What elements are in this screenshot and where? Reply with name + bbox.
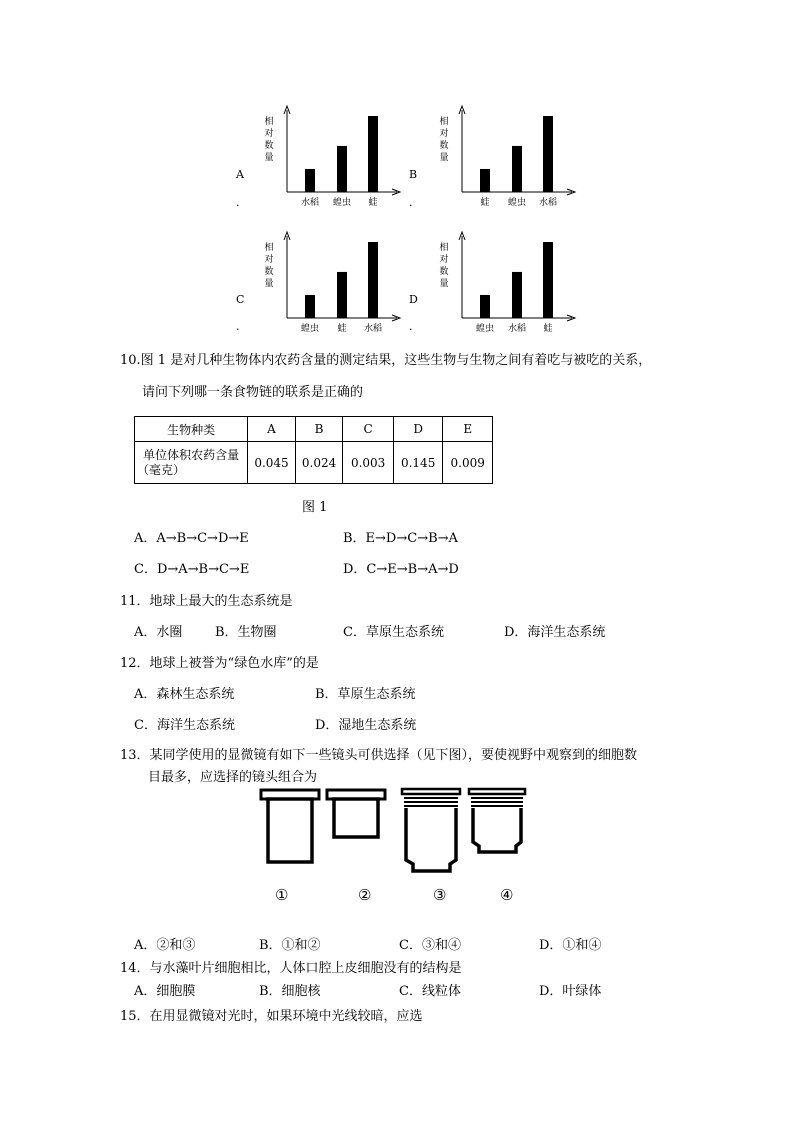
x-tick-label: 蝗虫 — [475, 324, 495, 334]
table-cell: 0.009 — [443, 442, 493, 484]
q14-option-d[interactable]: D．叶绿体 — [539, 984, 602, 999]
chart-c — [255, 226, 405, 338]
q10-stem-line1: 10.图 1 是对几种生物体内农药含量的测定结果，这些生物与生物之间有着吃与被吃的关系， — [120, 353, 652, 368]
table-cell: 0.003 — [343, 442, 394, 484]
x-tick-label: 水稻 — [300, 198, 320, 208]
chart-c-letter: C — [236, 293, 245, 306]
chart-b-dot: . — [409, 196, 413, 209]
bar — [512, 146, 522, 192]
y-axis-label-char: 数 — [264, 267, 274, 277]
q13-option-b[interactable]: B．①和② — [259, 938, 321, 953]
table-header-cell: D — [393, 417, 443, 442]
q12-option-b[interactable]: B．草原生态系统 — [315, 687, 416, 702]
chart-a — [255, 100, 405, 212]
q13-stem-line1: 13．某同学使用的显微镜有如下一些镜头可供选择（见下图），要使视野中观察到的细胞数 — [120, 748, 638, 763]
table-row-label — [135, 442, 248, 484]
q14-stem: 14．与水藻叶片细胞相比，人体口腔上皮细胞没有的结构是 — [120, 961, 462, 976]
q11-option-a[interactable]: A．水圈 — [134, 625, 183, 640]
table-header-cell: 生物种类 — [135, 417, 248, 442]
y-axis-label-char: 量 — [264, 153, 274, 163]
y-axis-label-char: 数 — [439, 267, 449, 277]
lens-label-3: ③ — [433, 886, 447, 904]
figure-caption: 图 1 — [302, 500, 328, 515]
y-axis-label-char: 对 — [439, 255, 449, 265]
y-axis-label-char: 量 — [439, 153, 449, 163]
q10-stem-line2: 请问下列哪一条食物链的联系是正确的 — [142, 385, 364, 400]
bar — [543, 242, 553, 318]
x-tick-label: 蛙 — [337, 324, 347, 334]
chart-c-dot: . — [236, 320, 240, 333]
bar — [543, 116, 553, 192]
chart-b-letter: B — [409, 168, 418, 181]
x-tick-label: 蛙 — [543, 324, 553, 334]
q13-option-c[interactable]: C．③和④ — [399, 938, 461, 953]
y-axis-label-char: 相 — [264, 243, 274, 253]
table-header-cell: B — [295, 417, 343, 442]
y-axis-label-char: 相 — [439, 117, 449, 127]
objective-lens-long-icon — [402, 789, 460, 871]
y-axis-label-char: 对 — [264, 255, 274, 265]
lens-label-2: ② — [358, 886, 372, 904]
q10-option-d[interactable]: D．C→E→B→A→D — [343, 562, 459, 577]
y-axis-label-char: 量 — [439, 279, 449, 289]
q13-option-d[interactable]: D．①和④ — [539, 938, 602, 953]
q13-stem-line2: 目最多，应选择的镜头组合为 — [148, 770, 318, 785]
table-cell: 0.045 — [248, 442, 296, 484]
bar — [305, 295, 315, 318]
table-cell: 0.024 — [295, 442, 343, 484]
pesticide-table — [134, 416, 493, 484]
q12-option-a[interactable]: A．森林生态系统 — [134, 687, 235, 702]
y-axis-label-char: 对 — [264, 129, 274, 139]
table-cell: 0.145 — [393, 442, 443, 484]
y-axis-label-char: 相 — [439, 243, 449, 253]
lens-label-1: ① — [275, 886, 289, 904]
q11-option-b[interactable]: B．生物圈 — [215, 625, 277, 640]
bar — [368, 242, 378, 318]
q14-option-b[interactable]: B．细胞核 — [259, 984, 321, 999]
x-tick-label: 蝗虫 — [300, 324, 320, 334]
y-axis-label-char: 数 — [439, 141, 449, 151]
eyepiece-lens-long-icon — [261, 790, 319, 862]
q14-option-c[interactable]: C．线粒体 — [399, 984, 461, 999]
bar — [512, 272, 522, 318]
bar — [337, 272, 347, 318]
table-header-cell: A — [248, 417, 296, 442]
q12-option-c[interactable]: C．海洋生态系统 — [134, 718, 235, 733]
q11-stem: 11．地球上最大的生态系统是 — [120, 594, 293, 609]
chart-d-letter: D — [409, 293, 418, 306]
bar — [337, 146, 347, 192]
q15-stem: 15．在用显微镜对光时，如果环境中光线较暗，应选 — [120, 1009, 423, 1024]
bar — [305, 169, 315, 192]
x-tick-label: 水稻 — [507, 324, 527, 334]
q13-option-a[interactable]: A．②和③ — [134, 938, 196, 953]
chart-d — [430, 226, 580, 338]
q12-option-d[interactable]: D．湿地生态系统 — [315, 718, 417, 733]
table-header-cell: E — [443, 417, 493, 442]
x-tick-label: 蛙 — [480, 198, 490, 208]
y-axis-label-char: 对 — [439, 129, 449, 139]
x-tick-label: 蛙 — [368, 198, 378, 208]
lens-label-4: ④ — [500, 886, 514, 904]
row-label-line2: （毫克） — [137, 462, 186, 477]
chart-a-letter: A — [236, 168, 244, 181]
q12-stem: 12．地球上被誉为“绿色水库”的是 — [120, 656, 319, 671]
q14-option-a[interactable]: A．细胞膜 — [134, 984, 196, 999]
eyepiece-lens-short-icon — [327, 790, 385, 837]
q10-option-a[interactable]: A．A→B→C→D→E — [134, 531, 249, 546]
y-axis-label-char: 数 — [264, 141, 274, 151]
table-header-cell: C — [343, 417, 394, 442]
chart-a-dot: . — [236, 196, 240, 209]
x-tick-label: 水稻 — [363, 324, 383, 334]
bar — [368, 116, 378, 192]
bar — [480, 295, 490, 318]
y-axis-label-char: 量 — [264, 279, 274, 289]
row-label-line1: 单位体积农药含量 — [143, 447, 240, 462]
x-tick-label: 水稻 — [538, 198, 558, 208]
q11-option-d[interactable]: D．海洋生态系统 — [504, 625, 606, 640]
x-tick-label: 蝗虫 — [507, 198, 527, 208]
chart-d-dot: . — [409, 320, 413, 333]
q10-option-c[interactable]: C．D→A→B→C→E — [134, 562, 250, 577]
chart-b — [430, 100, 580, 212]
x-tick-label: 蝗虫 — [332, 198, 352, 208]
q10-option-b[interactable]: B．E→D→C→B→A — [343, 531, 458, 546]
q11-option-c[interactable]: C．草原生态系统 — [343, 625, 444, 640]
objective-lens-short-icon — [469, 789, 525, 852]
y-axis-label-char: 相 — [264, 117, 274, 127]
bar — [480, 169, 490, 192]
